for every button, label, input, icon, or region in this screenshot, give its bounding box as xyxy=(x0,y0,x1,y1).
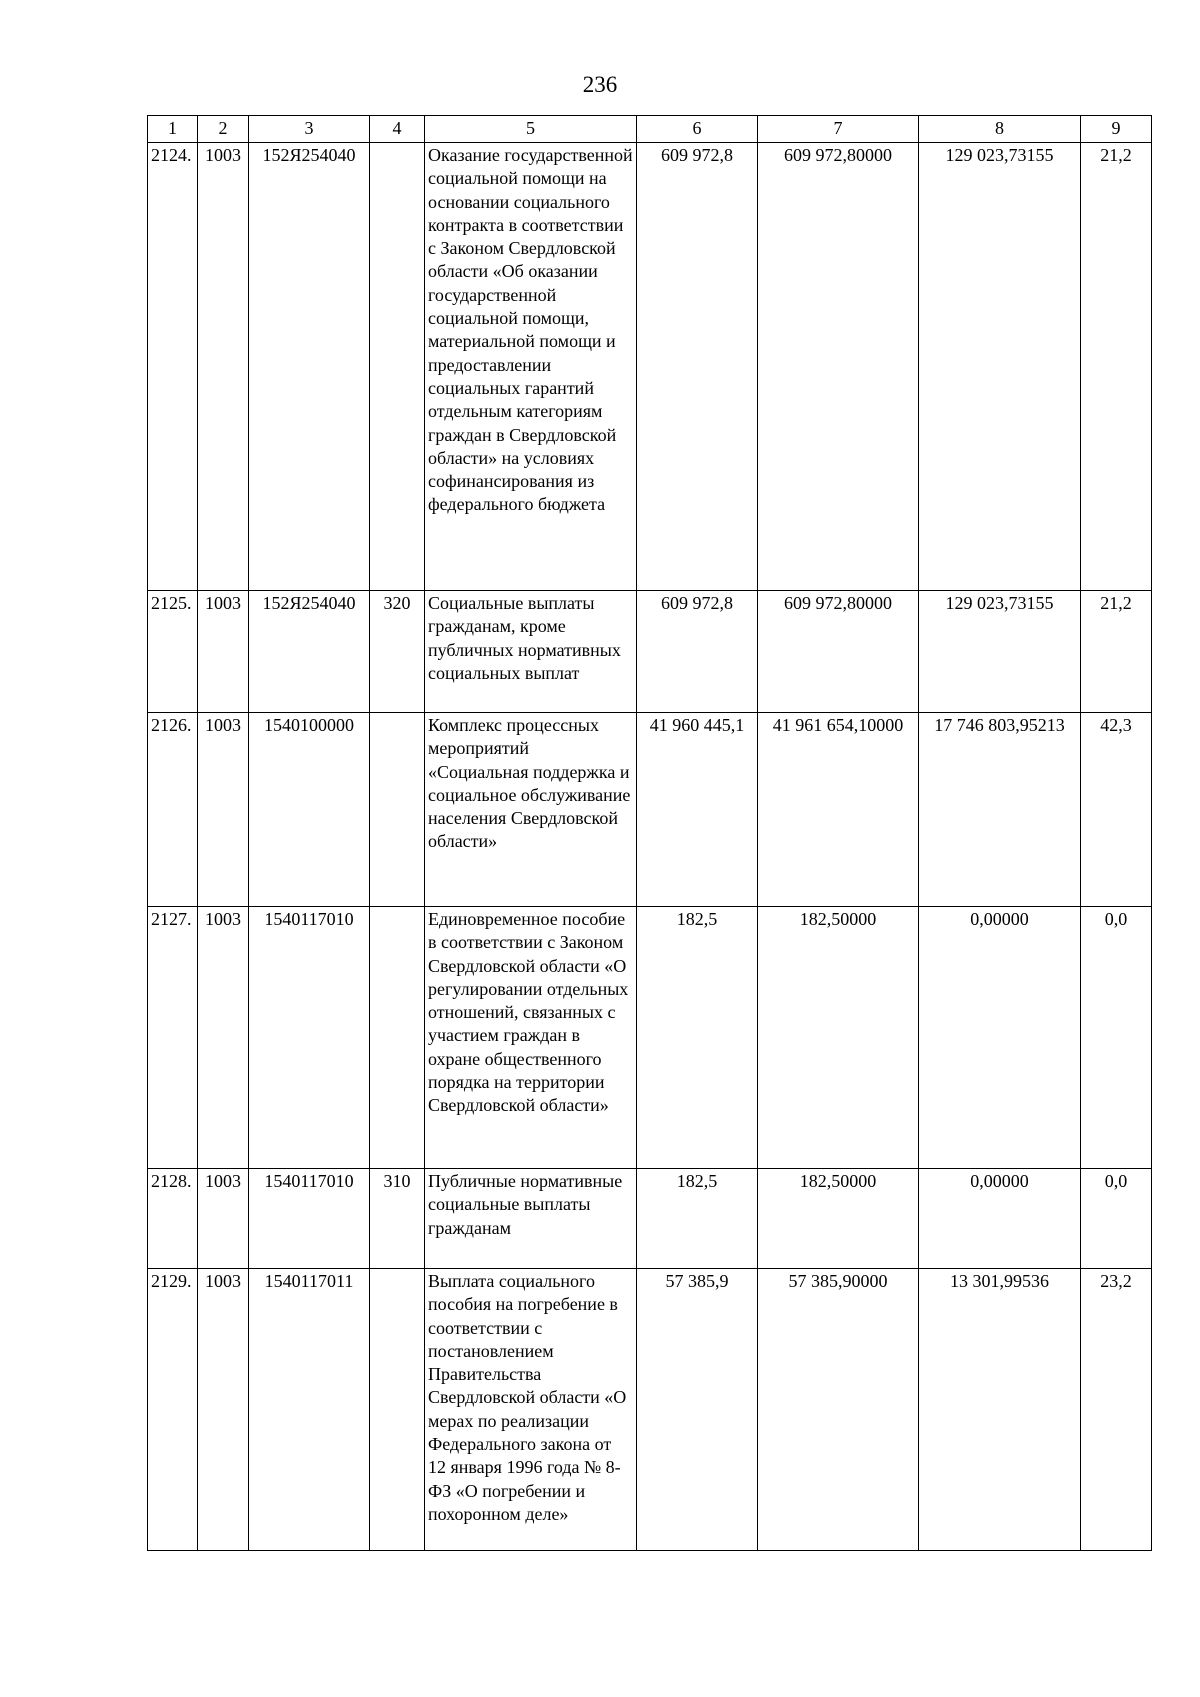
expense-type-code xyxy=(370,713,425,907)
plan-amount: 182,50000 xyxy=(758,907,919,1169)
approved-amount: 41 960 445,1 xyxy=(637,713,758,907)
section-code: 1003 xyxy=(198,591,249,713)
table-row xyxy=(148,713,1152,907)
approved-amount: 609 972,8 xyxy=(637,591,758,713)
item-name: Выплата социального пособия на погребение в соответствии с постановлением Правительства Свердловской области «О мерах по реализации Федерального закона от 12 января 1996 года № 8-ФЗ «О погребении и похоронном деле» xyxy=(425,1269,637,1551)
target-article-code: 1540117010 xyxy=(249,907,370,1169)
column-header: 8 xyxy=(919,116,1081,143)
section-code: 1003 xyxy=(198,1169,249,1269)
column-header: 3 xyxy=(249,116,370,143)
plan-amount: 609 972,80000 xyxy=(758,143,919,591)
executed-amount: 17 746 803,95213 xyxy=(919,713,1081,907)
section-code: 1003 xyxy=(198,907,249,1169)
executed-amount: 129 023,73155 xyxy=(919,591,1081,713)
plan-amount: 41 961 654,10000 xyxy=(758,713,919,907)
column-header: 6 xyxy=(637,116,758,143)
column-header: 7 xyxy=(758,116,919,143)
approved-amount: 57 385,9 xyxy=(637,1269,758,1551)
executed-amount: 13 301,99536 xyxy=(919,1269,1081,1551)
row-number: 2127. xyxy=(148,907,198,1169)
target-article-code: 1540117010 xyxy=(249,1169,370,1269)
approved-amount: 182,5 xyxy=(637,1169,758,1269)
header-row xyxy=(148,116,1152,143)
column-header: 4 xyxy=(370,116,425,143)
column-header: 2 xyxy=(198,116,249,143)
row-number: 2125. xyxy=(148,591,198,713)
executed-amount: 0,00000 xyxy=(919,907,1081,1169)
column-header: 1 xyxy=(148,116,198,143)
approved-amount: 182,5 xyxy=(637,907,758,1169)
item-name: Комплекс процессных мероприятий «Социальная поддержка и социальное обслуживание населения Свердловской области» xyxy=(425,713,637,907)
execution-percent: 21,2 xyxy=(1081,591,1152,713)
target-article-code: 1540100000 xyxy=(249,713,370,907)
execution-percent: 0,0 xyxy=(1081,1169,1152,1269)
table-row xyxy=(148,1269,1152,1551)
executed-amount: 129 023,73155 xyxy=(919,143,1081,591)
expense-type-code xyxy=(370,907,425,1169)
section-code: 1003 xyxy=(198,713,249,907)
plan-amount: 182,50000 xyxy=(758,1169,919,1269)
row-number: 2124. xyxy=(148,143,198,591)
column-header: 9 xyxy=(1081,116,1152,143)
approved-amount: 609 972,8 xyxy=(637,143,758,591)
row-number: 2129. xyxy=(148,1269,198,1551)
plan-amount: 57 385,90000 xyxy=(758,1269,919,1551)
table-row xyxy=(148,143,1152,591)
expense-type-code: 310 xyxy=(370,1169,425,1269)
item-name: Оказание государственной социальной помощи на основании социального контракта в соответствии с Законом Свердловской области «Об оказании государственной социальной помощи, материальной помощи и предоставлении социальных гарантий отдельным категориям граждан в Свердловской области» на условиях софинансирования из федерального бюджета xyxy=(425,143,637,591)
section-code: 1003 xyxy=(198,1269,249,1551)
row-number: 2128. xyxy=(148,1169,198,1269)
column-header: 5 xyxy=(425,116,637,143)
section-code: 1003 xyxy=(198,143,249,591)
expense-type-code xyxy=(370,143,425,591)
page-number: 236 xyxy=(582,72,618,97)
execution-percent: 23,2 xyxy=(1081,1269,1152,1551)
execution-percent: 21,2 xyxy=(1081,143,1152,591)
row-number: 2126. xyxy=(148,713,198,907)
execution-percent: 0,0 xyxy=(1081,907,1152,1169)
target-article-code: 152Я254040 xyxy=(249,591,370,713)
item-name: Единовременное пособие в соответствии с Законом Свердловской области «О регулировании отдельных отношений, связанных с участием граждан в охране общественного порядка на территории Свердловской области» xyxy=(425,907,637,1169)
expense-type-code: 320 xyxy=(370,591,425,713)
item-name: Публичные нормативные социальные выплаты гражданам xyxy=(425,1169,637,1269)
table-row xyxy=(148,591,1152,713)
table-row xyxy=(148,907,1152,1169)
execution-percent: 42,3 xyxy=(1081,713,1152,907)
table-row xyxy=(148,1169,1152,1269)
target-article-code: 1540117011 xyxy=(249,1269,370,1551)
target-article-code: 152Я254040 xyxy=(249,143,370,591)
executed-amount: 0,00000 xyxy=(919,1169,1081,1269)
expense-type-code xyxy=(370,1269,425,1551)
budget-table xyxy=(147,115,1152,1551)
plan-amount: 609 972,80000 xyxy=(758,591,919,713)
item-name: Социальные выплаты гражданам, кроме публичных нормативных социальных выплат xyxy=(425,591,637,713)
